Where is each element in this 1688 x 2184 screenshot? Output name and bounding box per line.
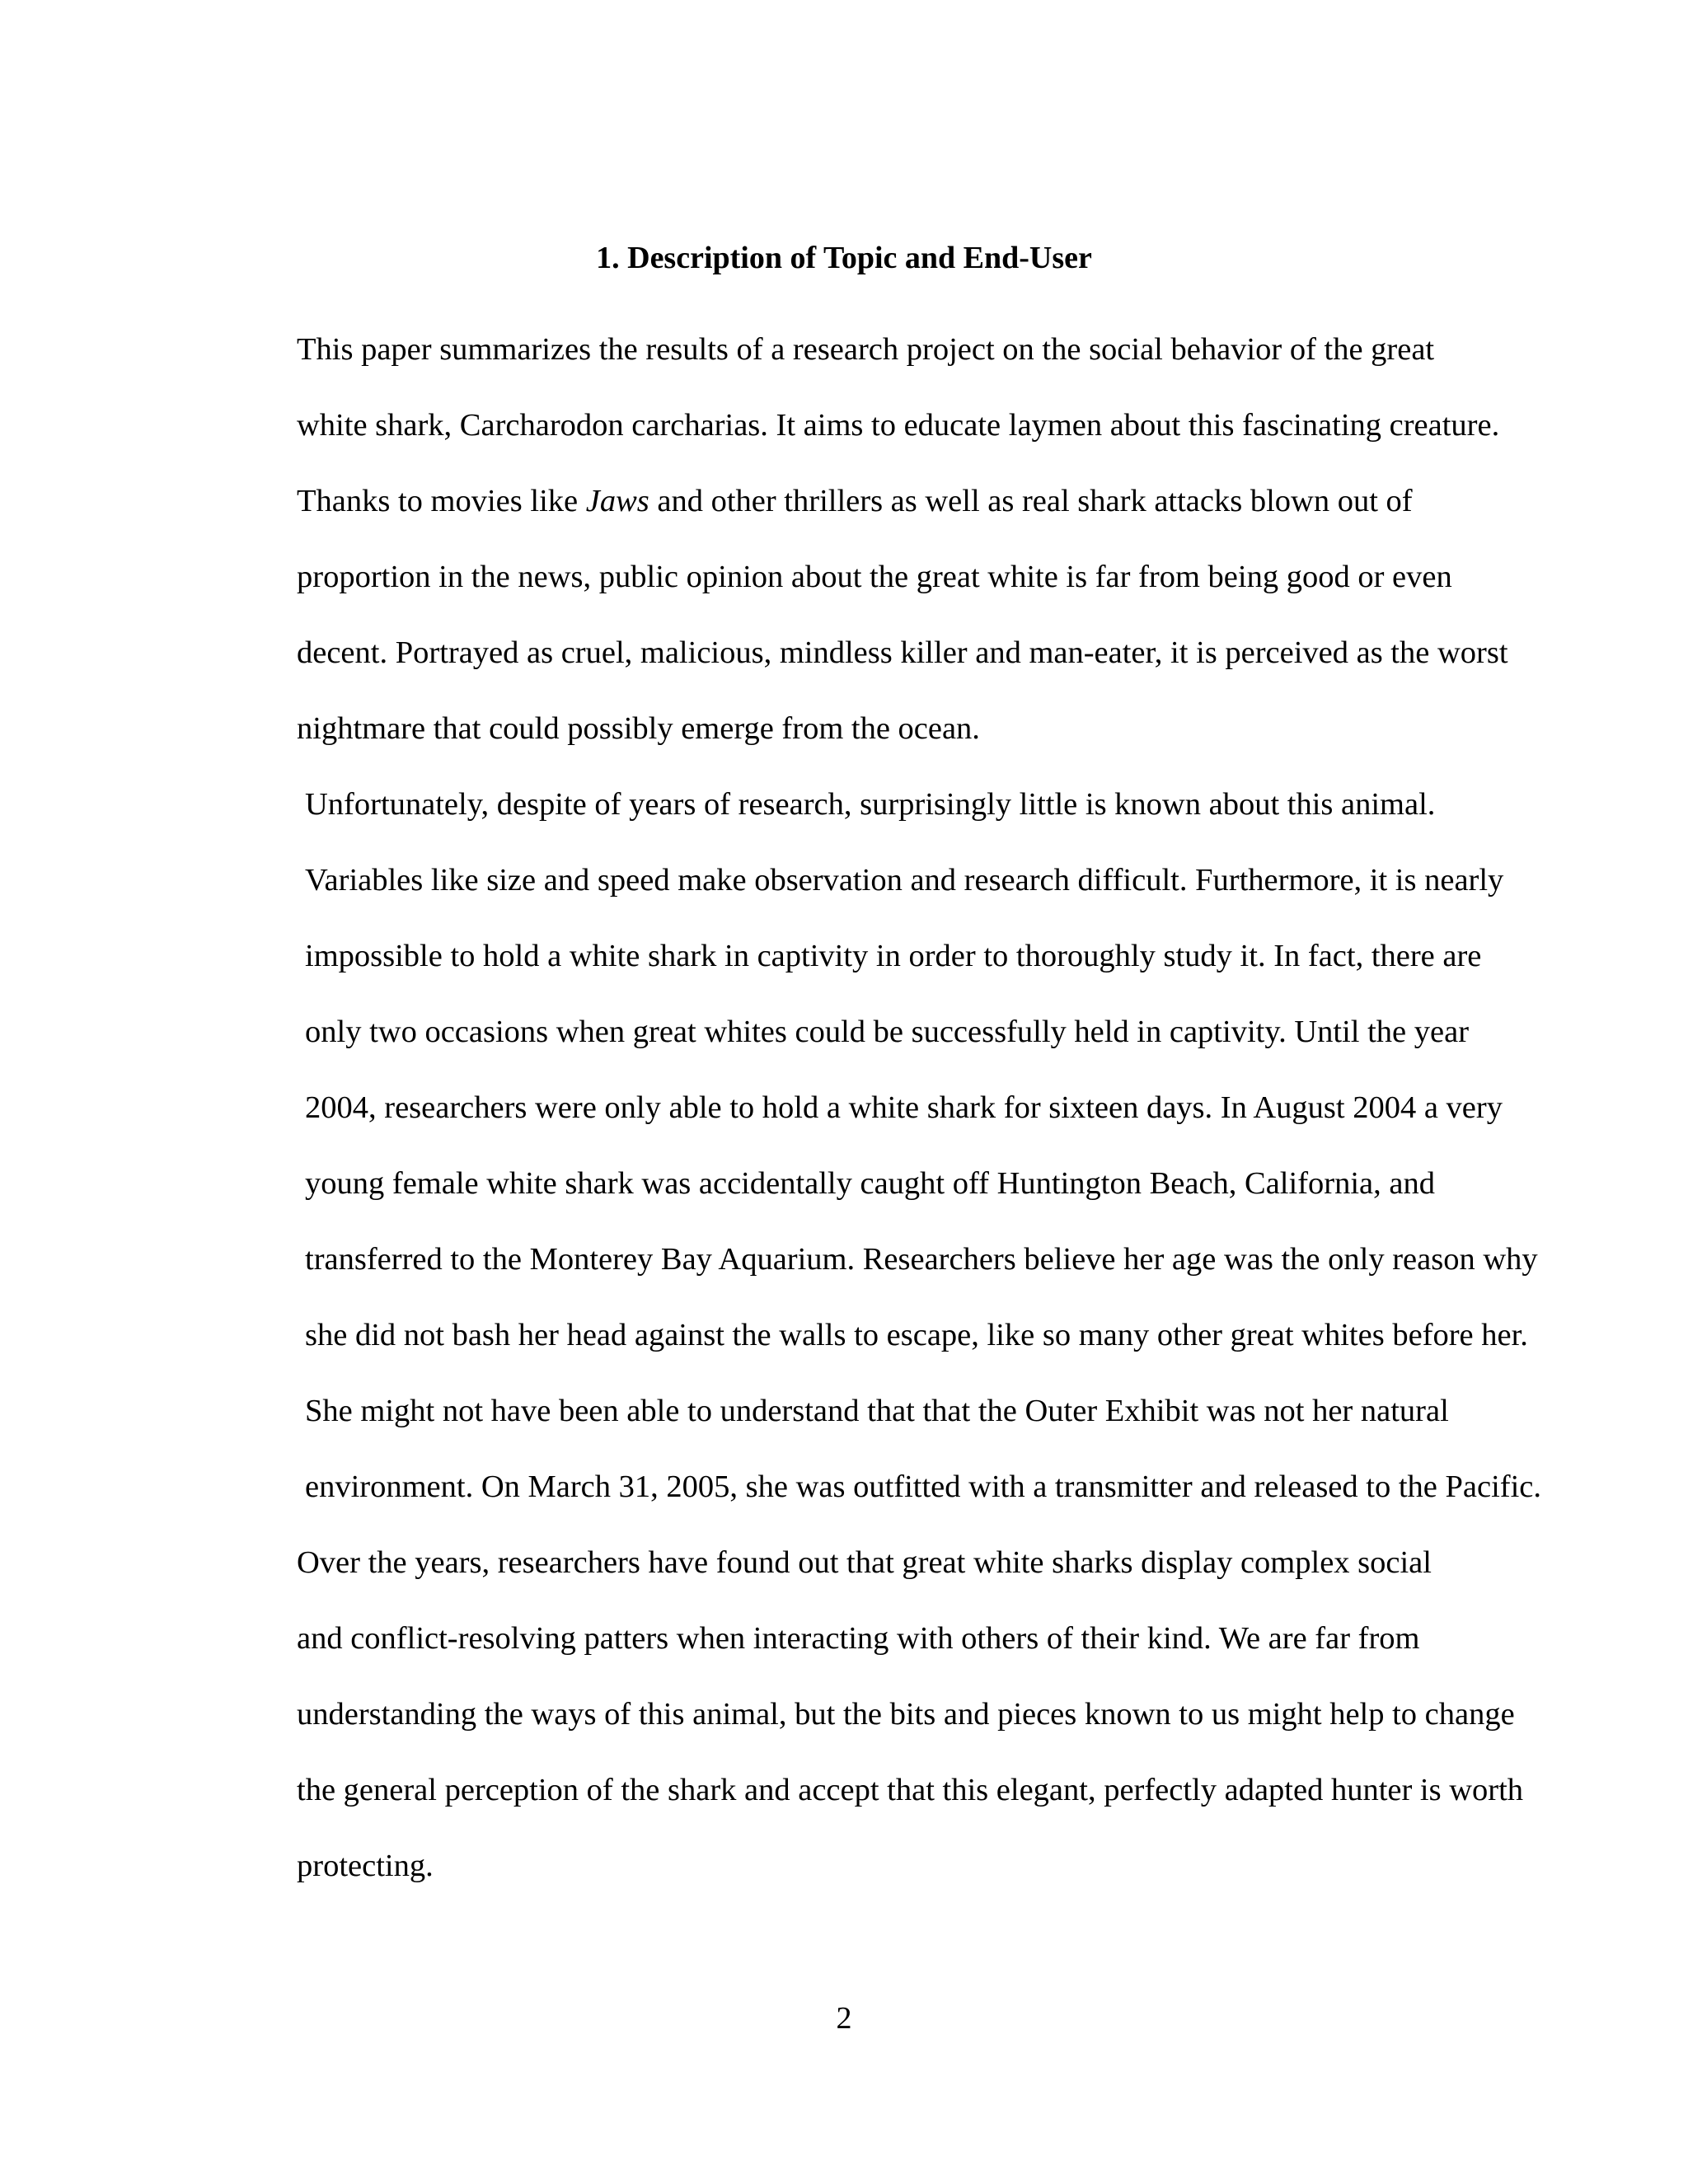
- paragraph-line: only two occasions when great whites could be successfully held in captivity. Until the year: [305, 1015, 1470, 1049]
- paragraph-line: Variables like size and speed make observation and research difficult. Furthermore, it is nearly: [305, 863, 1504, 898]
- paragraph-line: and conflict-resolving patters when interacting with others of their kind. We are far from: [297, 1621, 1420, 1656]
- section-heading: 1. Description of Topic and End-User: [596, 241, 1092, 275]
- paragraph-2: [198, 766, 1542, 1525]
- paragraph-1: [198, 312, 1508, 766]
- paragraph-line: [198, 463, 1492, 539]
- paragraph-line: the general perception of the shark and accept that this elegant, perfectly adapted hunter is worth: [297, 1773, 1524, 1807]
- paragraph-line: understanding the ways of this animal, but the bits and pieces known to us might help to change: [297, 1697, 1515, 1732]
- paragraph-line: transferred to the Monterey Bay Aquarium. Researchers believe her age was the only reason why: [305, 1242, 1538, 1277]
- paragraph-line: protecting.: [297, 1849, 434, 1883]
- paragraph-line: This paper summarizes the results of a research project on the social behavior of the great: [297, 332, 1435, 367]
- paragraph-line: Unfortunately, despite of years of research, surprisingly little is known about this animal.: [305, 787, 1436, 822]
- paragraph-line: 2004, researchers were only able to hold a white shark for sixteen days. In August 2004 a very: [305, 1090, 1503, 1125]
- paragraph-line: decent. Portrayed as cruel, malicious, mindless killer and man-eater, it is perceived as the worst: [297, 635, 1508, 670]
- body-text: [198, 312, 1542, 1904]
- paragraph-line: nightmare that could possibly emerge from the ocean.: [297, 711, 980, 746]
- paragraph-line: She might not have been able to understand that that the Outer Exhibit was not her natural: [305, 1394, 1449, 1428]
- paragraph-line: impossible to hold a white shark in captivity in order to thoroughly study it. In fact, there are: [305, 939, 1482, 973]
- paragraph-line-text: and other thrillers as well as real shark attacks blown out of: [649, 484, 1413, 518]
- paragraph-line: Over the years, researchers have found out that great white sharks display complex social: [297, 1545, 1432, 1580]
- paragraph-3: [198, 1525, 1524, 1904]
- paragraph-line: young female white shark was accidentally caught off Huntington Beach, California, and: [305, 1166, 1435, 1201]
- paragraph-line: proportion in the news, public opinion about the great white is far from being good or even: [297, 560, 1452, 594]
- page-number: 2: [836, 2001, 852, 2036]
- movie-title-italic: Jaws: [585, 484, 649, 518]
- paragraph-line: she did not bash her head against the walls to escape, like so many other great whites before her.: [305, 1318, 1528, 1352]
- paragraph-line: environment. On March 31, 2005, she was outfitted with a transmitter and released to the Pacific.: [305, 1469, 1542, 1504]
- paragraph-line-text: Thanks to movies like: [297, 484, 586, 518]
- paragraph-line: white shark, Carcharodon carcharias. It aims to educate laymen about this fascinating creature.: [297, 408, 1500, 443]
